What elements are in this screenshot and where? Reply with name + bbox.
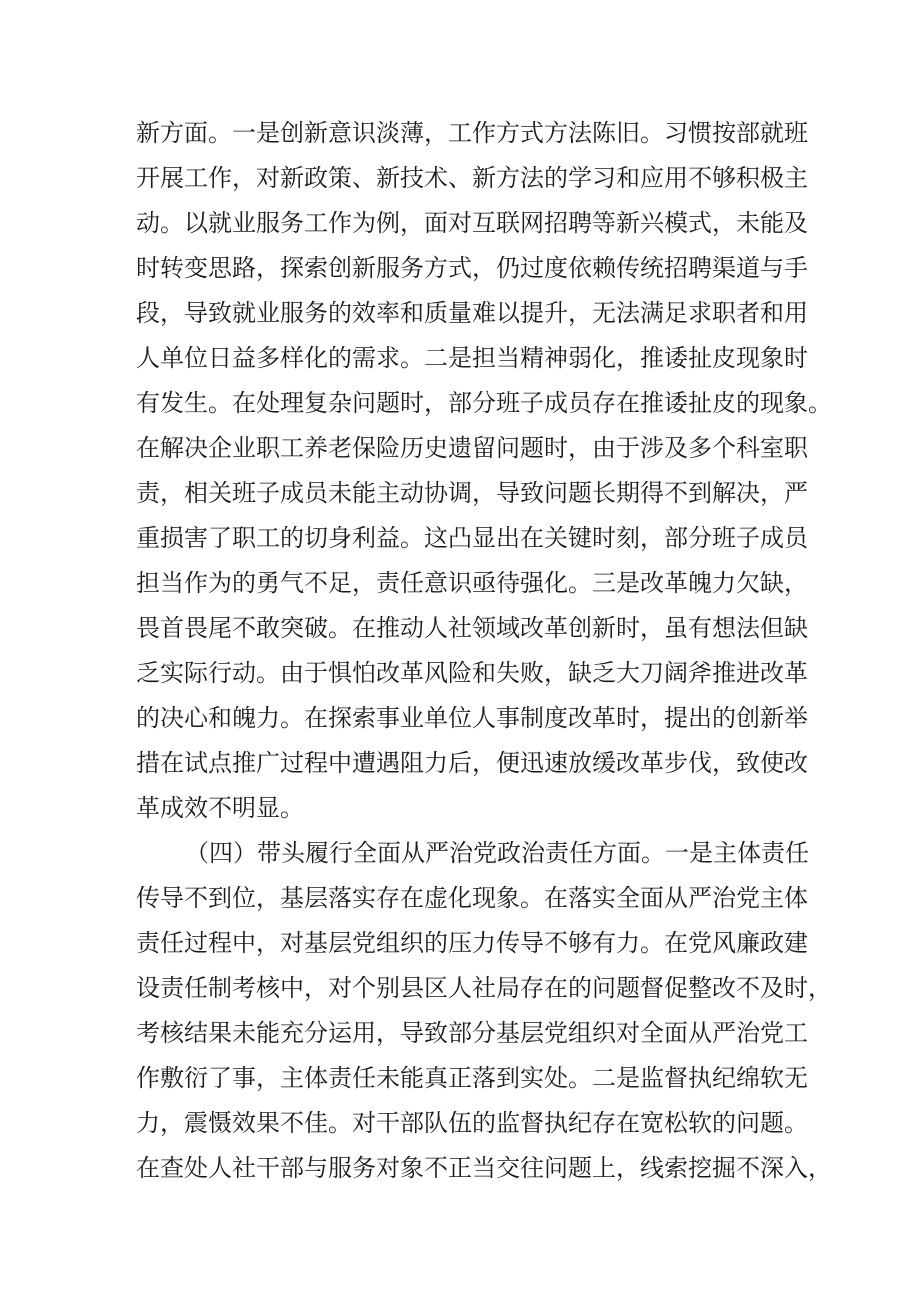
section-heading-line: （四）带头履行全面从严治党政治责任方面。一是主体责任 [185, 839, 809, 867]
text-line: 责，相关班子成员未能主动协调，导致问题长期得不到解决，严 [136, 479, 808, 507]
text-line: 考核结果未能充分运用，导致部分基层党组织对全面从严治党工 [136, 1019, 808, 1047]
text-line: 有发生。在处理复杂问题时，部分班子成员存在推诿扯皮的现象。 [136, 389, 832, 417]
text-line: 重损害了职工的切身利益。这凸显出在关键时刻，部分班子成员 [136, 524, 808, 552]
text-line: 责任过程中，对基层党组织的压力传导不够有力。在党风廉政建 [136, 929, 808, 957]
text-line: 传导不到位，基层落实存在虚化现象。在落实全面从严治党主体 [136, 884, 808, 912]
text-line: 设责任制考核中，对个别县区人社局存在的问题督促整改不及时， [136, 974, 832, 1002]
text-line: 的决心和魄力。在探索事业单位人事制度改革时，提出的创新举 [136, 704, 808, 732]
text-line: 段，导致就业服务的效率和质量难以提升，无法满足求职者和用 [136, 299, 808, 327]
text-line: 人单位日益多样化的需求。二是担当精神弱化，推诿扯皮现象时 [136, 344, 808, 372]
text-line: 作敷衍了事，主体责任未能真正落到实处。二是监督执纪绵软无 [136, 1064, 808, 1092]
text-line: 时转变思路，探索创新服务方式，仍过度依赖传统招聘渠道与手 [136, 254, 808, 282]
text-line: 开展工作，对新政策、新技术、新方法的学习和应用不够积极主 [136, 164, 808, 192]
text-line: 新方面。一是创新意识淡薄，工作方式方法陈旧。习惯按部就班 [136, 119, 808, 147]
text-line: 动。以就业服务工作为例，面对互联网招聘等新兴模式，未能及 [136, 209, 808, 237]
text-line: 力，震慑效果不佳。对干部队伍的监督执纪存在宽松软的问题。 [136, 1109, 808, 1137]
text-line: 乏实际行动。由于惧怕改革风险和失败，缺乏大刀阔斧推进改革 [136, 659, 808, 687]
text-line: 措在试点推广过程中遭遇阻力后，便迅速放缓改革步伐，致使改 [136, 749, 808, 777]
text-line: 畏首畏尾不敢突破。在推动人社领域改革创新时，虽有想法但缺 [136, 614, 808, 642]
text-line: 革成效不明显。 [136, 794, 304, 822]
text-line: 在解决企业职工养老保险历史遗留问题时，由于涉及多个科室职 [136, 434, 808, 462]
text-line: 担当作为的勇气不足，责任意识亟待强化。三是改革魄力欠缺， [136, 569, 808, 597]
text-line: 在查处人社干部与服务对象不正当交往问题上，线索挖掘不深入， [136, 1154, 832, 1182]
